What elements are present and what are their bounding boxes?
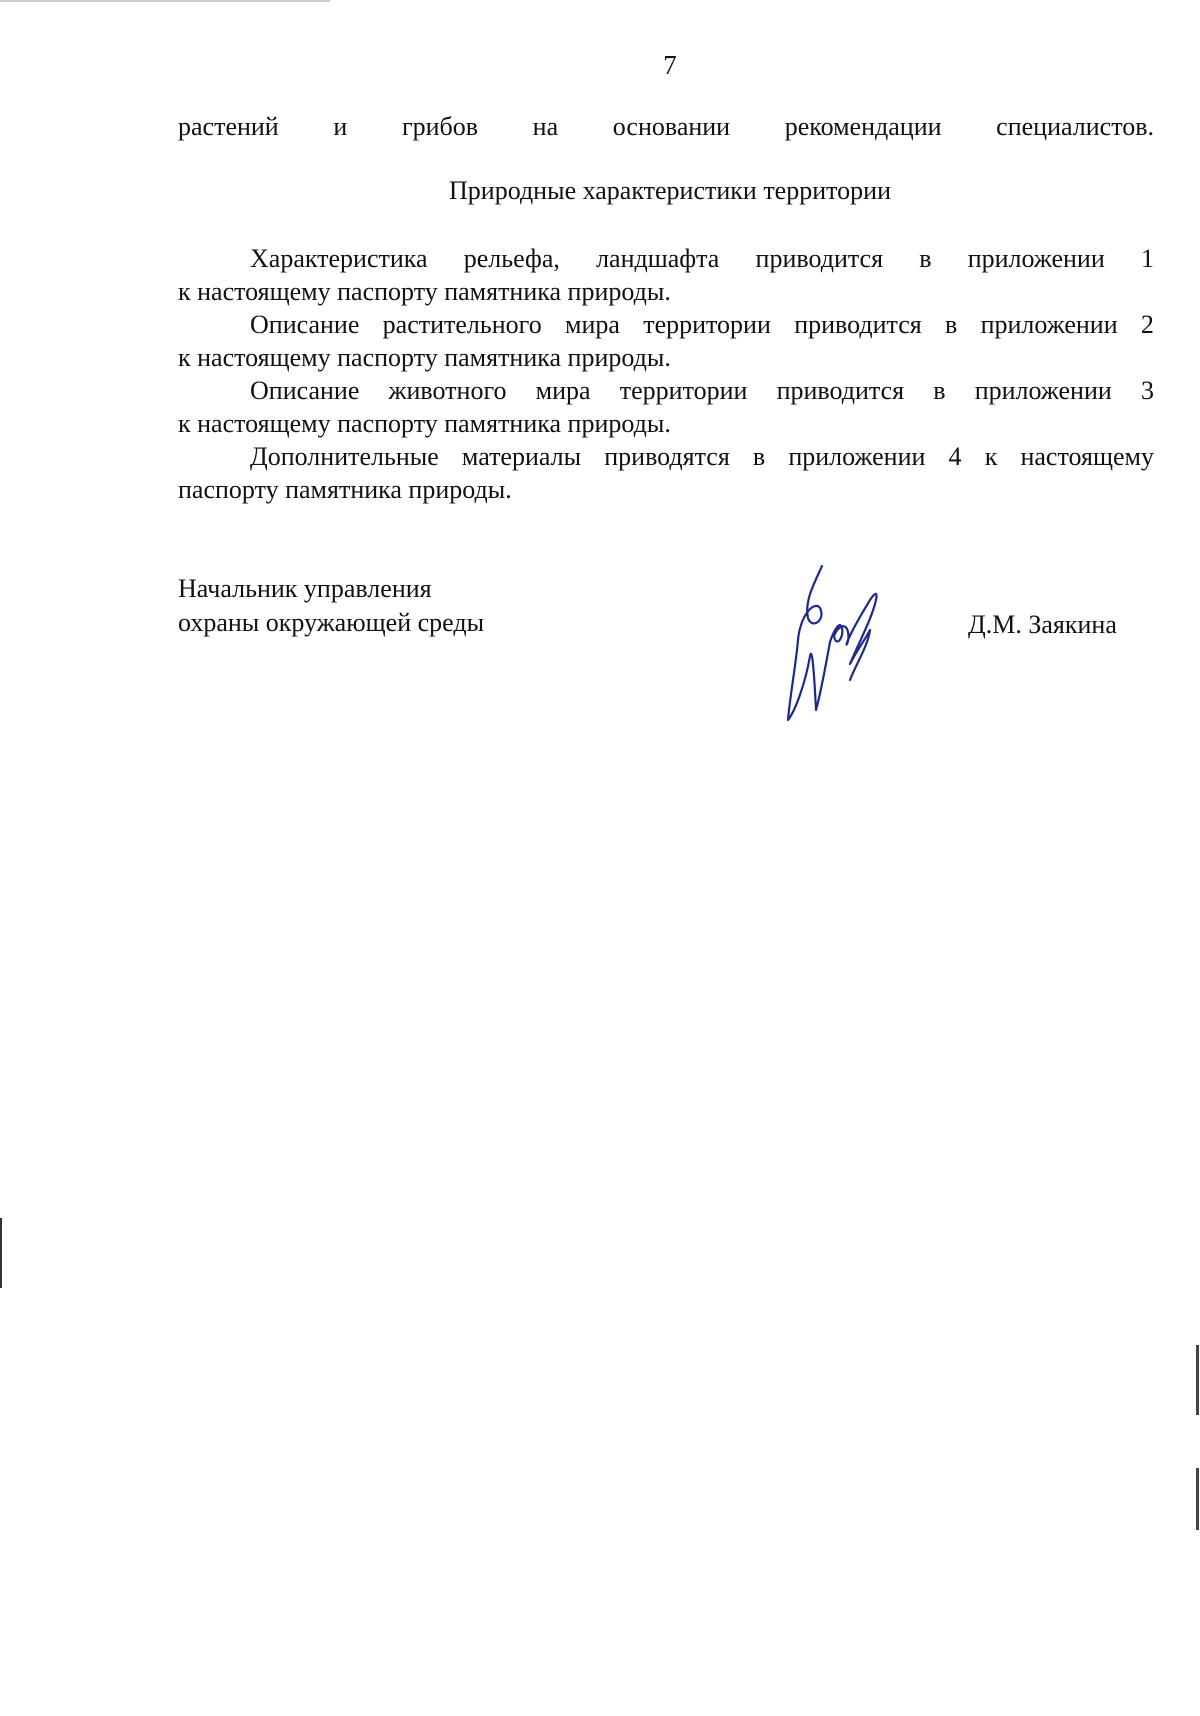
page-number: 7 (663, 50, 677, 80)
word: 4 (948, 442, 962, 471)
word: приводится (755, 244, 884, 273)
word: в (752, 442, 766, 471)
word: настоящему (1020, 442, 1154, 471)
paragraph-additional-line-2: паспорту памятника природы. (178, 475, 512, 504)
paragraph-additional-line-1 (178, 440, 1154, 473)
word: грибов (401, 112, 479, 141)
word: приводятся (604, 442, 730, 471)
body-paragraphs (178, 242, 1154, 506)
signatory-position (178, 572, 484, 640)
word: приводится (776, 376, 905, 405)
signatory-position-line-2: охраны окружающей среды (178, 608, 485, 637)
word: Характеристика (250, 244, 428, 273)
scan-edge-artifact (0, 0, 330, 2)
word: приложении (788, 442, 926, 471)
word: к (984, 442, 998, 471)
word: приложении (980, 310, 1118, 339)
word: Описание (250, 310, 360, 339)
paragraph-fauna-line-2: к настоящему паспорту памятника природы. (178, 409, 671, 438)
word: ландшафта (596, 244, 720, 273)
word: территории (619, 376, 748, 405)
paragraph-relief-line-2: к настоящему паспорту памятника природы. (178, 277, 671, 306)
paragraph-flora-line-2: к настоящему паспорту памятника природы. (178, 343, 671, 372)
word: в (933, 376, 946, 405)
word: и (333, 112, 348, 141)
section-heading: Природные характеристики территории (449, 176, 891, 205)
word: Дополнительные (250, 442, 439, 471)
paragraph-relief-line-1 (178, 242, 1154, 275)
justified-line (178, 110, 1154, 143)
word: 1 (1140, 244, 1154, 273)
word: в (919, 244, 932, 273)
word: в (944, 310, 958, 339)
word: материалы (461, 442, 582, 471)
word: приводится (794, 310, 922, 339)
word: Описание (250, 376, 360, 405)
word: 3 (1140, 376, 1154, 405)
paragraph-flora-line-1 (178, 308, 1154, 341)
handwritten-signature (786, 560, 906, 730)
word: мира (565, 310, 620, 339)
scan-edge-artifact (1196, 1468, 1199, 1530)
word: мира (535, 376, 591, 405)
word: 2 (1140, 310, 1154, 339)
scan-edge-artifact (0, 1218, 2, 1288)
word: растений (178, 112, 279, 141)
word: рекомендации (784, 112, 942, 141)
word: территории (643, 310, 771, 339)
paragraph-fauna-line-1 (178, 374, 1154, 407)
word: животного (388, 376, 507, 405)
signatory-name: Д.М. Заякина (968, 610, 1117, 639)
continuation-paragraph (178, 110, 1154, 143)
word: приложении (967, 244, 1105, 273)
word: основании (612, 112, 731, 141)
word: на (532, 112, 559, 141)
word: рельефа, (463, 244, 560, 273)
word: приложении (974, 376, 1112, 405)
signatory-position-line-1: Начальник управления (178, 574, 432, 603)
word: растительного (382, 310, 542, 339)
scan-edge-artifact (1196, 1345, 1199, 1415)
word: специалистов. (996, 112, 1154, 141)
